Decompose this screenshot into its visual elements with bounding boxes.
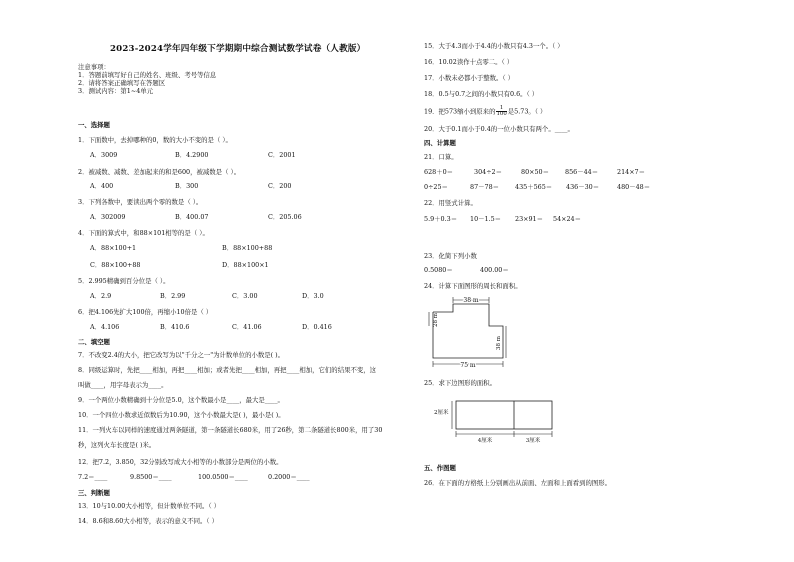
- option-d: D．0.416: [302, 323, 332, 331]
- question-21: 21．口算。: [424, 153, 458, 161]
- question-15: 15．大于4.3而小于4.4的小数只有4.3一个。（ ）: [424, 42, 564, 50]
- section-heading-draw: 五、作图题: [424, 464, 456, 472]
- question-11-cont: 秒，这列火车长度是( )米。: [78, 441, 156, 449]
- question-7: 7．不改变2.4的大小，把它改写为以"千分之一"为计数单位的小数是( )。: [78, 351, 285, 359]
- question-12: 12．把7.2，3.850，32分别改写成大小相等的小数部分是两位的小数。: [78, 458, 283, 466]
- notice-item: 1．答题前填写好自己的姓名、班级、考号等信息: [78, 71, 217, 79]
- question-19-pre: 19．把573缩小到原来的: [424, 107, 496, 116]
- question-24: 24．计算下面图形的周长和面积。: [424, 282, 522, 290]
- fraction: [496, 106, 506, 117]
- option-a: A．3009: [90, 151, 118, 159]
- question-11: 11．一列火车以同样的速度通过两条隧道，第一条隧道长680米，用了26秒，第二条隧道长800米，用了30: [78, 426, 383, 434]
- question-19-post: 是5.73。（ ）: [507, 107, 547, 116]
- oral-calc-item: 80×50＝: [521, 168, 550, 176]
- section-heading-judge: 三、判断题: [78, 489, 110, 497]
- question-16: 16．10.02读作十点零二。（ ）: [424, 58, 514, 66]
- option-a: A．302009: [90, 213, 126, 221]
- question-12-blank: 0.2000＝____: [268, 473, 310, 481]
- option-c: C．200: [268, 182, 292, 190]
- question-6: 6．把4.106先扩大100倍，再缩小10倍是（ ）: [78, 308, 213, 316]
- question-19: [424, 106, 546, 117]
- notice-item: 2．请将答案正确填写在答题区: [78, 79, 166, 87]
- question-25: 25．求下边图形的面积。: [424, 379, 497, 387]
- dimension-label-left: 28 m: [433, 313, 439, 327]
- section-heading-choice: 一、选择题: [78, 121, 110, 129]
- oral-calc-item: 436－30＝: [566, 183, 600, 191]
- option-c: C．41.06: [232, 323, 262, 331]
- vertical-calc-item: 10－1.5＝: [470, 215, 502, 223]
- option-a: A．4.106: [90, 323, 120, 331]
- option-a: A．400: [90, 182, 114, 190]
- option-c: C．88×100+88: [90, 261, 141, 269]
- dimension-label-width-1: 4厘米: [477, 438, 493, 444]
- fraction-denominator: 100: [496, 111, 507, 117]
- dimension-label-top: 38 m: [463, 297, 479, 304]
- question-14: 14．8.6和8.60大小相等，表示的意义不同。（ ）: [78, 517, 218, 525]
- simplify-item: 0.5080＝: [424, 266, 453, 274]
- question-12-blank: 9.8500＝____: [130, 473, 172, 481]
- vertical-calc-item: 23×91＝: [515, 215, 544, 223]
- section-heading-calc: 四、计算题: [424, 139, 456, 147]
- question-13: 13．10与10.00大小相等，但计数单位不同。（ ）: [78, 502, 221, 510]
- question-26: 26．在下面的方格纸上分别画出从前面、左面和上面看到的图形。: [424, 479, 612, 487]
- question-9: 9．一个两位小数精确到十分位是5.0，这个数最小是____，最大是____。: [78, 396, 284, 404]
- vertical-calc-item: 5.9＋0.3＝: [424, 215, 458, 223]
- option-d: D．88×100×1: [222, 261, 269, 269]
- question-4: 4．下面的算式中，和88×101相等的是（ ）。: [78, 229, 209, 237]
- question-8: 8．同级运算时，先把____相加，再把____相加；或者先把____相加，再把____相加，它们的结果不变，这: [78, 366, 377, 374]
- option-b: B．88×100+88: [222, 244, 273, 252]
- oral-calc-item: 87－78＝: [470, 183, 500, 191]
- figure-24-shape: [428, 294, 508, 372]
- fraction-numerator: 1: [496, 106, 506, 112]
- question-3: 3．下列各数中，要读出两个零的数是（ ）。: [78, 198, 203, 206]
- question-20: 20．大于0.1而小于0.4的一位小数只有两个。____。: [424, 125, 574, 133]
- question-17: 17．小数未必都小于整数。（ ）: [424, 74, 515, 82]
- option-c: C．2001: [268, 151, 296, 159]
- oral-calc-item: 0÷25＝: [424, 183, 448, 191]
- option-c: C．3.00: [232, 292, 258, 300]
- question-22: 22．用竖式计算。: [424, 199, 477, 207]
- vertical-calc-item: 54×24＝: [553, 215, 582, 223]
- option-a: A．2.9: [90, 292, 112, 300]
- dimension-label-height: 2厘米: [434, 410, 449, 416]
- option-b: B．400.07: [175, 213, 209, 221]
- question-10: 10．一个四位小数求近似数后为10.90，这个小数最大是( )，最小是( )。: [78, 411, 285, 419]
- option-d: D．3.0: [302, 292, 324, 300]
- notice-item: 3．测试内容：第1~4单元: [78, 87, 154, 95]
- question-5: 5．2.995精确到百分位是（ ）。: [78, 277, 170, 285]
- section-heading-fill: 二、填空题: [78, 338, 110, 346]
- option-b: B．300: [175, 182, 199, 190]
- question-8-cont: 叫做____，用字母表示为____。: [78, 381, 168, 389]
- question-1: 1．下面数中，去掉哪种的0，数的大小不变的是（ ）。: [78, 136, 232, 144]
- composite-shape: [433, 304, 503, 358]
- oral-calc-item: 304÷2＝: [474, 168, 503, 176]
- question-23: 23．化简下列小数: [424, 252, 477, 260]
- figure-25-shape: [432, 396, 558, 448]
- dimension-label-bottom: 75 m: [460, 362, 476, 369]
- question-18: 18．0.5与0.7之间的小数只有0.6。（ ）: [424, 90, 539, 98]
- simplify-item: 400.00＝: [480, 266, 509, 274]
- oral-calc-item: 480－48＝: [617, 183, 651, 191]
- question-12-blank: 100.0500＝____: [198, 473, 248, 481]
- oral-calc-item: 628＋0＝: [424, 168, 454, 176]
- option-c: C．205.06: [268, 213, 302, 221]
- oral-calc-item: 214×7＝: [617, 168, 646, 176]
- dimension-label-width-2: 3厘米: [525, 438, 541, 444]
- rectangle: [456, 401, 552, 429]
- notice-heading: 注意事项：: [78, 63, 110, 71]
- oral-calc-item: 435＋565＝: [515, 183, 553, 191]
- oral-calc-item: 856－44＝: [565, 168, 599, 176]
- question-2: 2．被减数、减数、差加起来的和是600，被减数是（ ）。: [78, 168, 241, 176]
- option-b: B．2.99: [160, 292, 186, 300]
- option-b: B．410.6: [160, 323, 190, 331]
- option-b: B．4.2900: [175, 151, 209, 159]
- question-12-blank: 7.2＝____: [78, 473, 108, 481]
- option-a: A．88×100+1: [90, 244, 137, 252]
- dimension-label-right: 38 m: [496, 336, 502, 350]
- page-title: 2023-2024学年四年级下学期期中综合测试数学试卷（人教版）: [110, 44, 366, 54]
